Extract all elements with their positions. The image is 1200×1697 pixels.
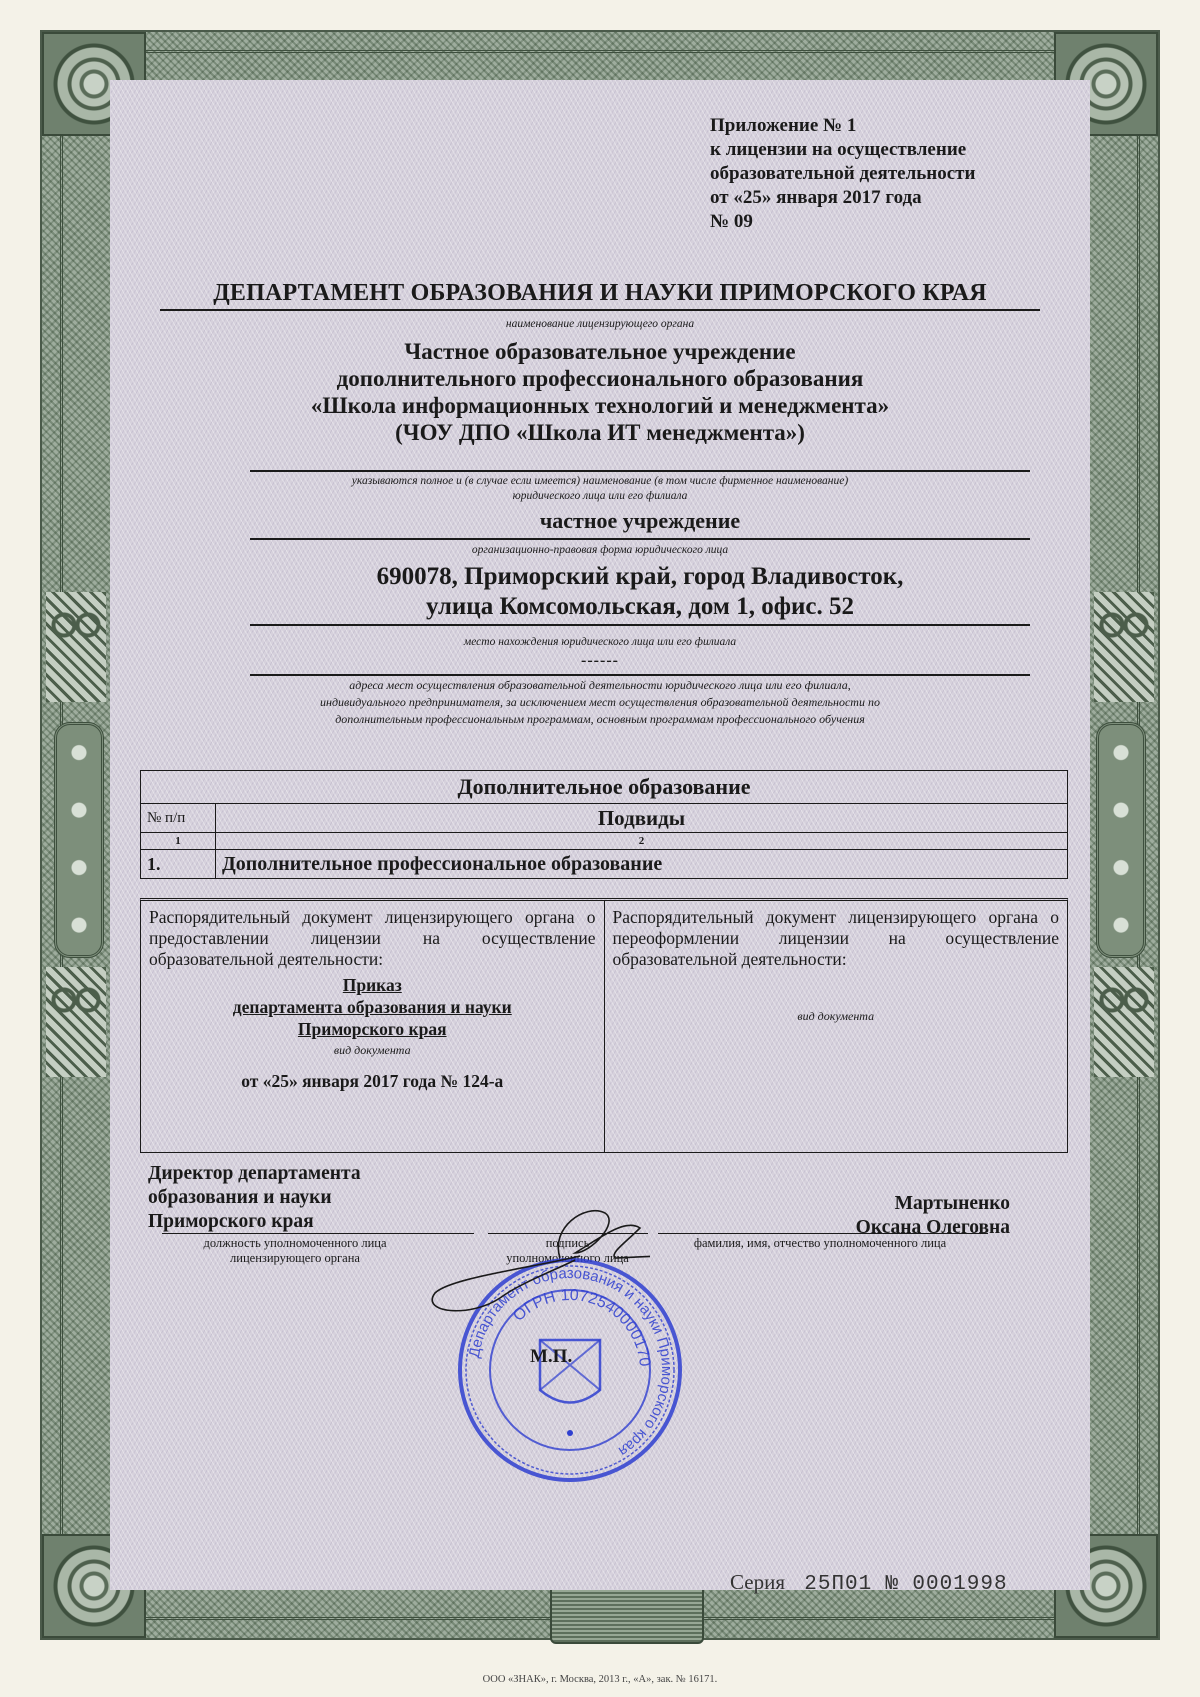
address-line: улица Комсомольская, дом 1, офис. 52 xyxy=(425,593,855,620)
organization-caption xyxy=(160,474,1040,504)
column-index: 2 xyxy=(216,833,1068,850)
licensor-caption: наименование лицензирующего органа xyxy=(505,318,695,330)
license-paper xyxy=(110,80,1090,1596)
grant-document-kind xyxy=(149,974,596,1040)
places-value: ------ xyxy=(581,652,619,669)
legal-form-caption: организационно-правовая форма юридического лица xyxy=(471,544,729,556)
series-label: Серия xyxy=(730,1570,785,1594)
column-header-subtypes: Подвиды xyxy=(216,804,1068,833)
doc-kind-line: Приморского края xyxy=(297,1019,447,1039)
grant-document xyxy=(141,901,604,1152)
signatory-position xyxy=(148,1162,361,1234)
org-name-line: (ЧОУ ДПО «Школа ИТ менеджмента») xyxy=(395,420,805,445)
name-line: Мартыненко xyxy=(894,1193,1010,1214)
administrative-documents xyxy=(140,898,1068,1153)
address-caption: место нахождения юридического лица или его филиала xyxy=(463,636,737,648)
serial-number: 0001998 xyxy=(912,1573,1008,1596)
side-ornament-panel xyxy=(1096,722,1146,958)
grant-document-date: от «25» января 2017 года № 124-а xyxy=(241,1071,504,1091)
caption-line: юридического лица или его филиала xyxy=(512,490,688,502)
appendix-header xyxy=(710,114,975,234)
caption-line: дополнительным профессиональным программам, основным программам профессионального обучения xyxy=(335,712,865,726)
org-name-line: Частное образовательное учреждение xyxy=(404,339,796,364)
licensor-name: ДЕПАРТАМЕНТ ОБРАЗОВАНИЯ И НАУКИ ПРИМОРСКОГО КРАЯ xyxy=(160,280,1040,311)
legal-form: частное учреждение xyxy=(250,508,1030,540)
appendix-line: Приложение № 1 xyxy=(710,115,857,136)
divider xyxy=(250,470,1030,472)
caption-line: должность уполномоченного лица xyxy=(203,1236,387,1250)
series-number xyxy=(730,1570,1008,1596)
caption-line: указываются полное и (в случае если имеется) наименование (в том числе фирменное наименование) xyxy=(351,475,849,487)
stamp-ogrn: ОГРН 1072540000170 xyxy=(510,1286,653,1368)
name-line: Оксана Олеговна xyxy=(855,1217,1010,1238)
row-number: 1. xyxy=(141,850,216,879)
position-caption xyxy=(150,1236,440,1266)
org-name-line: дополнительного профессионального образования xyxy=(336,366,864,391)
divider xyxy=(658,1233,988,1234)
divider xyxy=(250,674,1030,676)
position-line: образования и науки xyxy=(148,1187,332,1208)
doc-kind-line: департамента образования и науки xyxy=(232,997,512,1017)
education-table xyxy=(140,770,1068,879)
org-name-line: «Школа информационных технологий и менеджмента» xyxy=(310,393,890,418)
column-index: 1 xyxy=(141,833,216,850)
grant-document-text: Распорядительный документ лицензирующего органа о предоставлении лицензии на осуществление образовательной деятельности: xyxy=(149,907,596,969)
appendix-line: № 09 xyxy=(710,211,753,232)
caption-line: уполномоченного лица xyxy=(506,1251,629,1265)
organization-name xyxy=(160,338,1040,446)
reissue-document-text: Распорядительный документ лицензирующего органа о переоформлении лицензии на осуществление образовательной деятельности: xyxy=(612,907,1059,969)
number-sign: № xyxy=(885,1573,900,1596)
appendix-line: от «25» января 2017 года xyxy=(710,187,922,208)
position-line: Директор департамента xyxy=(148,1163,361,1184)
seal-placeholder: М.П. xyxy=(530,1346,573,1367)
address-line: 690078, Приморский край, город Владивосток, xyxy=(376,563,904,590)
series-value: 25П01 xyxy=(804,1573,873,1596)
places-caption xyxy=(160,677,1040,728)
side-ornament-panel xyxy=(54,722,104,958)
caption-line: подпись xyxy=(545,1236,590,1250)
table-title: Дополнительное образование xyxy=(141,771,1068,804)
knot-ornament-icon xyxy=(46,967,106,1077)
caption-line: адреса мест осуществления образовательной деятельности юридического лица или его филиала, xyxy=(349,678,851,692)
name-caption: фамилия, имя, отчество уполномоченного лица xyxy=(693,1236,947,1250)
caption-line: индивидуального предпринимателя, за исключением мест осуществления образовательной деятельности по xyxy=(320,695,880,709)
appendix-line: образовательной деятельности xyxy=(710,163,976,184)
table-row xyxy=(141,850,1068,879)
column-header-number: № п/п xyxy=(141,804,216,833)
reissue-document xyxy=(604,901,1068,1152)
row-subtype: Дополнительное профессиональное образование xyxy=(216,850,1068,879)
knot-ornament-icon xyxy=(1094,967,1154,1077)
stamp-outer-text: Департамент образования и науки Приморского края xyxy=(465,1264,676,1460)
caption-line: лицензирующего органа xyxy=(230,1251,360,1265)
knot-ornament-icon xyxy=(1094,592,1154,702)
handwritten-signature-icon xyxy=(410,1198,650,1318)
printer-imprint: ООО «ЗНАК», г. Москва, 2013 г., «А», зак. № 16171. xyxy=(482,1674,718,1685)
position-line: Приморского края xyxy=(148,1211,314,1232)
doc-kind-line: Приказ xyxy=(342,975,402,995)
address xyxy=(250,562,1030,626)
knot-ornament-icon xyxy=(46,592,106,702)
reissue-document-kind-caption: вид документа xyxy=(797,1009,875,1023)
grant-document-kind-caption: вид документа xyxy=(333,1043,411,1057)
appendix-line: к лицензии на осуществление xyxy=(710,139,967,160)
